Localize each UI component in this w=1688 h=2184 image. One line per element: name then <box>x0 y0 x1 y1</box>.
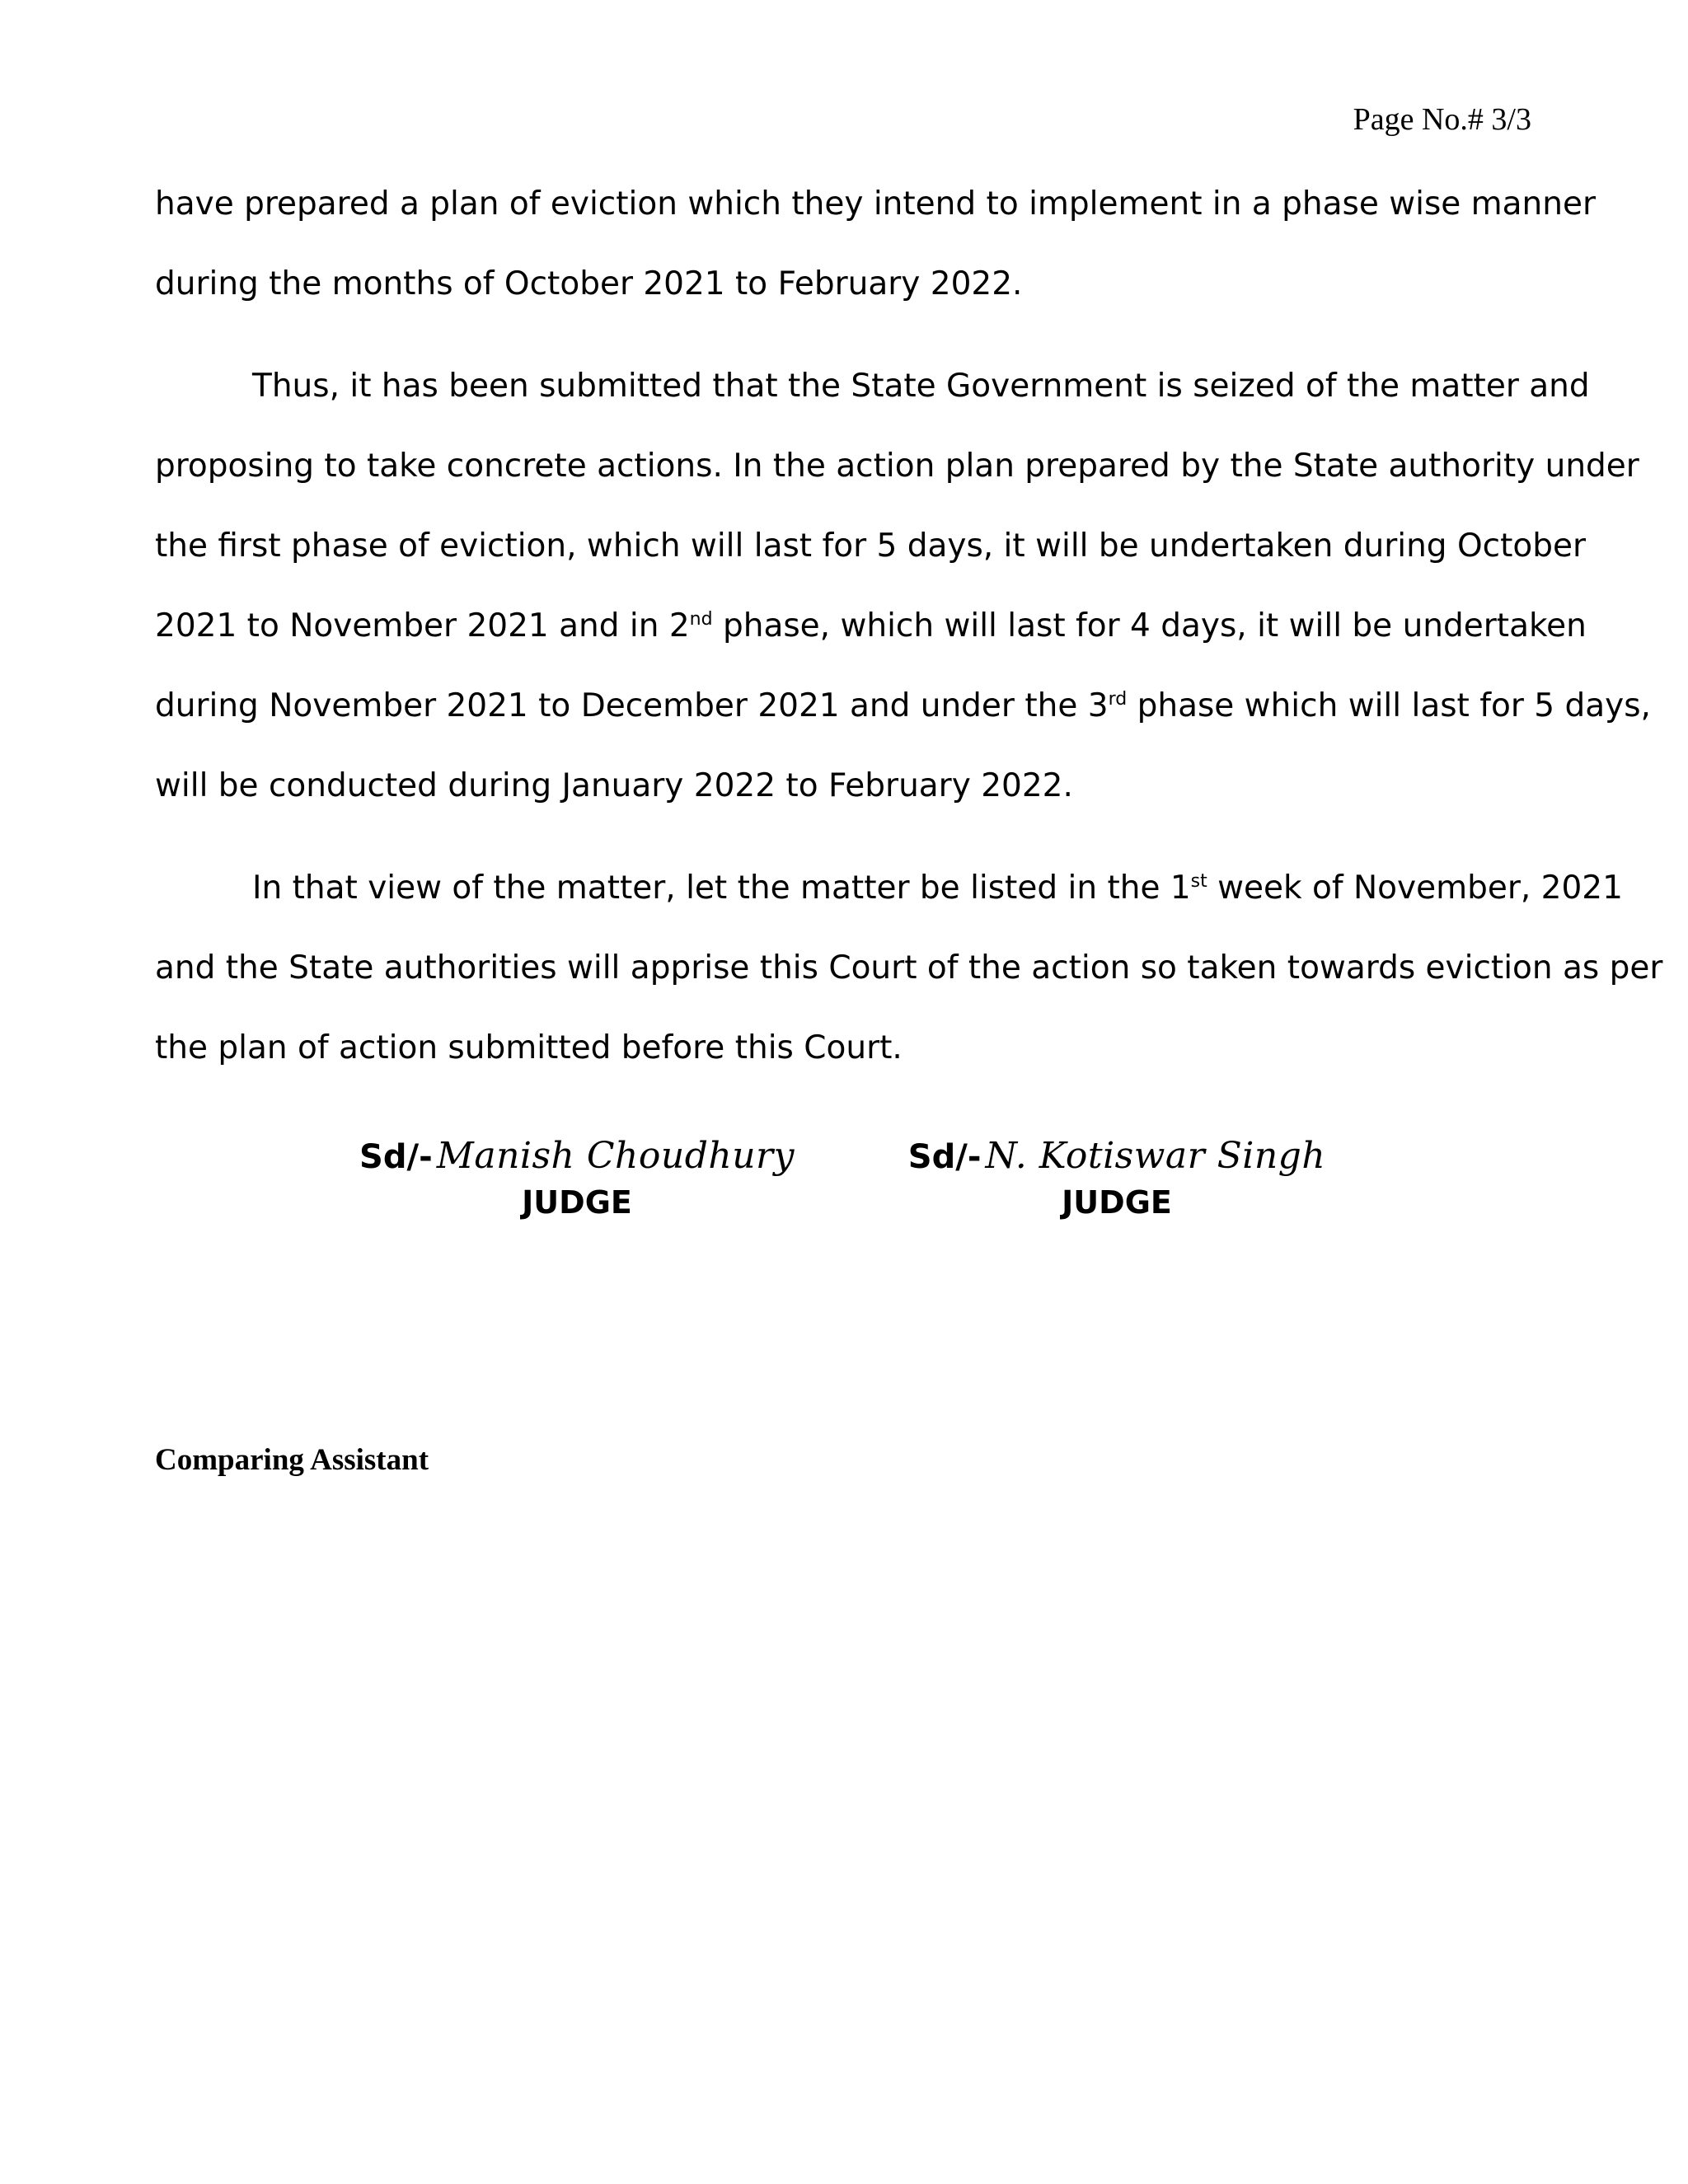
text-run: phase which will last for 5 days, <box>1127 687 1651 724</box>
text-line: Thus, it has been submitted that the State Government is seized of the matter and <box>252 368 1590 405</box>
signature-block-left <box>346 1129 808 1221</box>
ordinal-suffix: rd <box>1108 689 1128 710</box>
signature-line <box>886 1129 1348 1183</box>
judge-title: JUDGE <box>1062 1184 1172 1221</box>
text-line: the plan of action submitted before this Court. <box>155 1029 903 1066</box>
text-line: and the State authorities will apprise this Court of the action so taken towards eviction as per <box>155 949 1663 987</box>
judge-title: JUDGE <box>522 1184 632 1221</box>
signature-line <box>346 1129 808 1183</box>
paragraph-3 <box>155 855 1663 1095</box>
paragraph-2 <box>155 354 1651 833</box>
paragraph-1 <box>155 171 1597 331</box>
text-run: phase, which will last for 4 days, it will be undertaken <box>712 607 1587 644</box>
text-run: 2021 to November 2021 and in 2 <box>155 607 690 644</box>
signature-block-right <box>886 1129 1348 1221</box>
signature-name: Manish Choudhury <box>436 1135 795 1177</box>
signature-name: N. Kotiswar Singh <box>985 1135 1326 1177</box>
text-run: week of November, 2021 <box>1207 869 1623 907</box>
text-run: In that view of the matter, let the matter be listed in the 1 <box>252 869 1191 907</box>
comparing-assistant-label: Comparing Assistant <box>155 1443 429 1477</box>
text-line: will be conducted during January 2022 to February 2022. <box>155 767 1073 804</box>
text-line: during the months of October 2021 to February 2022. <box>155 265 1023 302</box>
ordinal-suffix: nd <box>689 609 713 630</box>
text-line <box>155 593 1587 673</box>
order-body <box>155 171 1663 1095</box>
text-run: during November 2021 to December 2021 and under the 3 <box>155 687 1109 724</box>
text-line: have prepared a plan of eviction which they intend to implement in a phase wise manner <box>155 185 1597 223</box>
sd-prefix: Sd/- <box>907 1138 982 1176</box>
text-line: proposing to take concrete actions. In the action plan prepared by the State authority under <box>155 448 1639 485</box>
text-line <box>155 673 1651 753</box>
text-line: the first phase of eviction, which will last for 5 days, it will be undertaken during October <box>155 527 1587 565</box>
sd-prefix: Sd/- <box>359 1138 433 1176</box>
text-line <box>155 855 1623 935</box>
ordinal-suffix: st <box>1190 871 1207 892</box>
page-number: Page No.# 3/3 <box>1353 102 1531 137</box>
